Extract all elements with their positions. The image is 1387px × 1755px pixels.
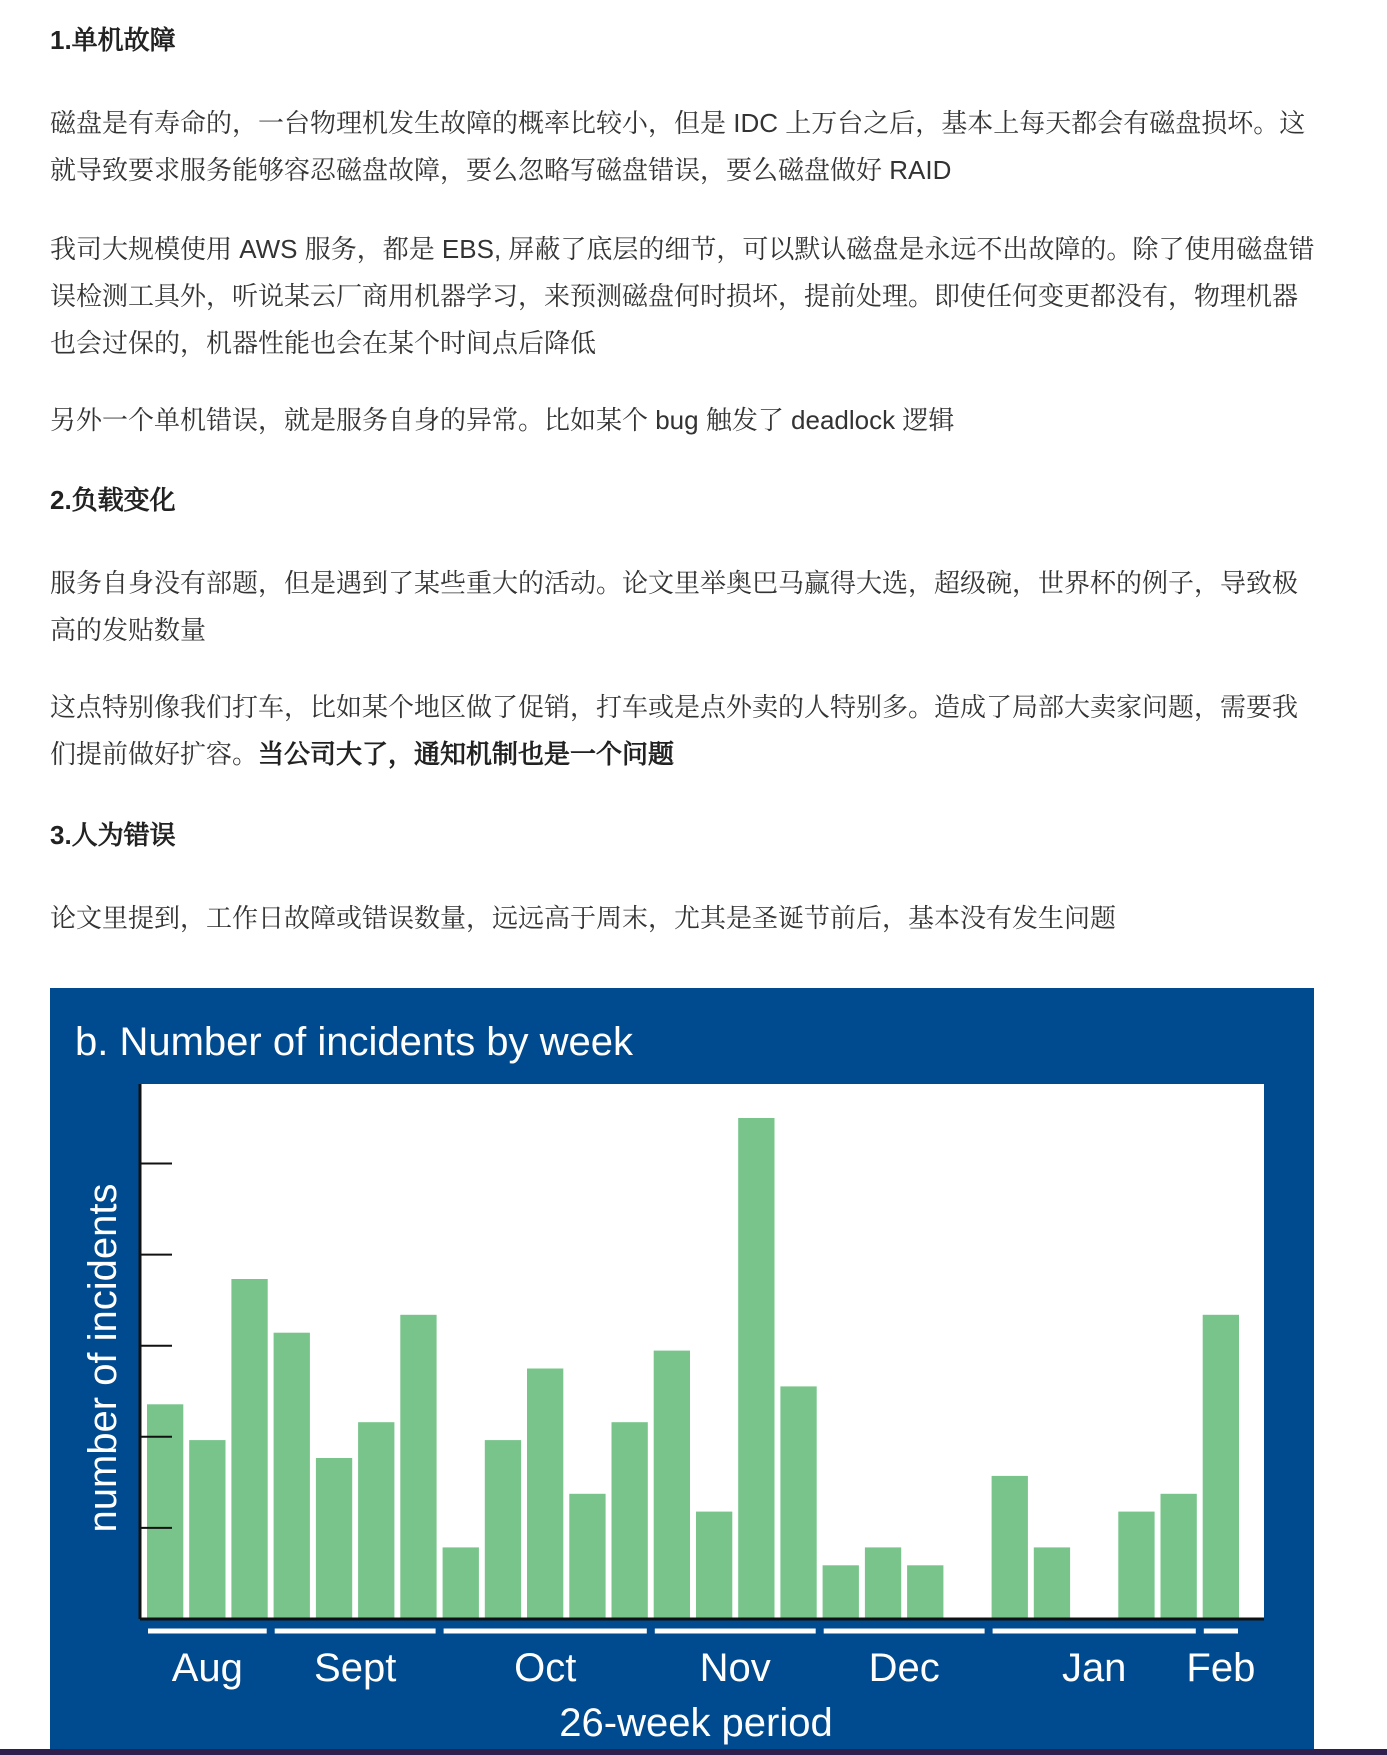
month-label-aug: Aug xyxy=(171,1646,243,1690)
bar-week-22 xyxy=(1034,1547,1070,1619)
chart-title: b. Number of incidents by week xyxy=(75,1020,634,1064)
bar-week-13 xyxy=(654,1351,690,1619)
bar-week-11 xyxy=(569,1494,605,1619)
month-label-oct: Oct xyxy=(514,1646,577,1690)
paragraph-aws-ebs: 我司大规模使用 AWS 服务，都是 EBS, 屏蔽了底层的细节，可以默认磁盘是永远不出故障的。除了使用磁盘错误检测工具外，听说某云厂商用机器学习，来预测磁盘何时损坏，提前处理。即使任何变更都没有，物理机器也会过保的，机器性能也会在某个时间点后降低 xyxy=(50,234,1315,358)
bar-week-21 xyxy=(992,1476,1028,1619)
month-label-nov: Nov xyxy=(699,1646,771,1690)
bar-week-9 xyxy=(485,1440,521,1619)
incidents-bar-chart xyxy=(50,988,1314,1755)
bar-week-19 xyxy=(907,1565,943,1619)
bar-week-4 xyxy=(274,1333,310,1619)
y-axis-label: number of incidents xyxy=(81,1183,125,1533)
bottom-border xyxy=(0,1749,1387,1755)
bar-week-6 xyxy=(358,1422,394,1619)
section-heading-load-change: 2.负载变化 xyxy=(50,485,176,515)
bar-week-14 xyxy=(696,1512,732,1619)
bar-week-24 xyxy=(1118,1512,1154,1619)
bar-week-15 xyxy=(738,1118,774,1619)
month-label-sept: Sept xyxy=(314,1646,397,1690)
paragraph-major-events: 服务自身没有部题，但是遇到了某些重大的活动。论文里举奥巴马赢得大选，超级碗，世界杯的例子，导致极高的发贴数量 xyxy=(50,568,1299,645)
paragraph-disk-lifetime: 磁盘是有寿命的，一台物理机发生故障的概率比较小，但是 IDC 上万台之后，基本上每天都会有磁盘损坏。这就导致要求服务能够容忍磁盘故障，要么忽略写磁盘错误，要么磁盘做好 RAID xyxy=(50,108,1306,185)
bar-week-26 xyxy=(1203,1315,1239,1619)
month-label-feb: Feb xyxy=(1186,1646,1256,1690)
bar-week-3 xyxy=(231,1279,267,1619)
bar-week-18 xyxy=(865,1547,901,1619)
paragraph-ride-hailing-text: 这点特别像我们打车，比如某个地区做了促销，打车或是点外卖的人特别多。造成了局部大卖家问题，需要我们提前做好扩容。 xyxy=(50,692,1299,769)
month-label-dec: Dec xyxy=(868,1646,940,1690)
paragraph-weekday-incidents: 论文里提到，工作日故障或错误数量，远远高于周末，尤其是圣诞节前后，基本没有发生问题 xyxy=(50,903,1117,933)
bar-week-12 xyxy=(612,1422,648,1619)
bar-week-16 xyxy=(780,1386,816,1619)
paragraph-ride-hailing-emphasis: 当公司大了，通知机制也是一个问题 xyxy=(258,739,675,769)
month-label-jan: Jan xyxy=(1061,1646,1127,1690)
bar-week-8 xyxy=(443,1547,479,1619)
paragraph-ride-hailing xyxy=(50,684,1315,778)
bar-week-2 xyxy=(189,1440,225,1619)
bar-week-5 xyxy=(316,1458,352,1619)
incidents-chart-figure xyxy=(50,988,1314,1755)
month-labels-group xyxy=(148,1631,1255,1690)
bar-week-10 xyxy=(527,1369,563,1620)
bar-week-17 xyxy=(823,1565,859,1619)
section-heading-human-error: 3.人为错误 xyxy=(50,820,176,850)
x-axis-label: 26-week period xyxy=(559,1701,833,1745)
paragraph-service-exception: 另外一个单机错误，就是服务自身的异常。比如某个 bug 触发了 deadlock 逻辑 xyxy=(50,405,955,435)
bar-week-25 xyxy=(1161,1494,1197,1619)
section-heading-single-machine-failure: 1.单机故障 xyxy=(50,25,176,55)
bar-week-7 xyxy=(400,1315,436,1619)
